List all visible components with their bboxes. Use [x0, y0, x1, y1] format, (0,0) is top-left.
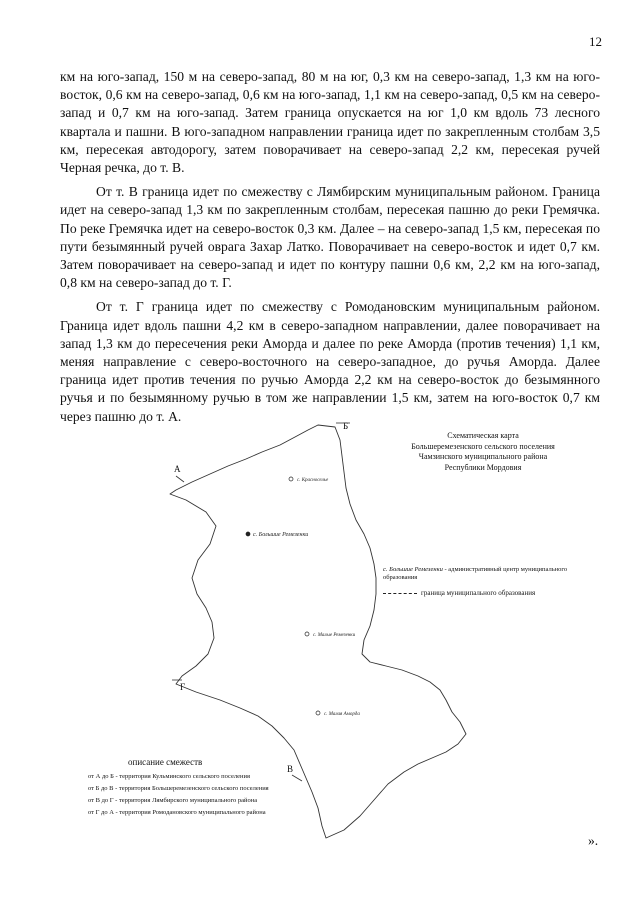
adjacency-row: от Г до А - территория Ромодановского муниципального района: [88, 809, 266, 816]
paragraph-3: От т. Г граница идет по смежеству с Ромодановским муниципальным районом. Граница идет вдоль пашни 4,2 км в северо-западном направлении, далее поворачивает на запад 1,3 км до пересечения реки Аморда и далее по реке Аморда (против течения) 1,1 км, меняя направление с северо-восточного на северо-западное, до ручья Аморда. Далее граница идет против течения по ручью Аморда 2,2 км на северо-восток до безымянного ручья и по безымянному ручью в том же направлении 1,5 км, затем на юго-восток 0,7 км через пашню до т. А.: [60, 299, 600, 424]
adjacency-row: от В до Г - территория Лямбирского муниципального района: [88, 797, 258, 804]
settlement-krasnoselye-label: с. Красноселье: [297, 478, 329, 483]
adjacency-row: от Б до В - территория Большеремезенского сельского поселения: [88, 785, 269, 792]
legend-boundary-text: граница муниципального образования: [421, 589, 536, 597]
settlement-malye-remezenki-label: с. Малые Ремезенки: [313, 633, 356, 638]
closing-quote-mark: ».: [588, 833, 599, 848]
paragraph-2: От т. В граница идет по смежеству с Лямбирским муниципальным районом. Граница идет на северо-запад 1,3 км по закрепленным столбам, пересекая пашню до реки Гремячка. По реке Гремячка идет на северо-восток 0,3 км. Далее – на северо-запад 1,5 км, пересекая по пути безымянный ручей оврага Захар Латко. Поворачивает на северо-восток и идет 0,7 км. Затем поворачивает на северо-запад и идет по контуру пашни 0,6 км, 2,2 км на юго-запад, 0,8 км на северо-запад до т. Г.: [60, 184, 600, 291]
legend-admin-center: [383, 566, 593, 582]
paragraph-1: км на юго-запад, 150 м на северо-запад, 80 м на юг, 0,3 км на северо-запад, 1,3 км на юго-восток, 0,6 км на северо-запад, 0,6 км на юго-запад, 1,1 км на северо-запад, 0,5 км на северо-запад и 0,7 км на юго-запад. Затем граница опускается на юг 1,0 км вдоль 73 лесного квартала и пашни. В юго-западном направлении граница идет по закрепленным столбам 3,5 км, пересекая автодорогу, затем поворачивает на северо-запад 2,2 км, пересекая ручей Черная речка, до т. В.: [60, 69, 600, 176]
adjacency-title: описание смежеств: [128, 757, 203, 767]
legend-boundary: [383, 589, 603, 597]
legend-center-text: - административный центр муниципального образования: [383, 566, 568, 581]
legend-center-name: с. Большие Ремезенки: [383, 566, 443, 573]
settlement-krasnoselye-marker: [289, 477, 293, 481]
adjacency-legend: [88, 757, 348, 819]
map-title-line-1: Схематическая карта: [447, 431, 519, 440]
document-body: [60, 68, 600, 432]
boundary-line-symbol: [383, 593, 417, 594]
page-number: 12: [589, 34, 602, 49]
map-title-line-3: Чамзинского муниципального района: [418, 452, 548, 461]
settlement-bolshie-remezenki-marker: [246, 532, 250, 536]
point-a-tick: [176, 476, 184, 482]
settlement-malaya-amorda-marker: [316, 711, 320, 715]
point-label-g: Г: [180, 682, 186, 692]
settlement-malaya-amorda-label: с. Малая Аморда: [324, 712, 360, 717]
map-title-line-4: Республики Мордовия: [444, 462, 522, 472]
point-label-a: А: [174, 464, 181, 474]
point-label-v: В: [287, 764, 294, 774]
map-title: [378, 431, 588, 473]
settlement-malye-remezenki-marker: [305, 632, 309, 636]
point-label-b: Б: [343, 421, 349, 431]
settlement-bolshie-remezenki-label: с. Большие Ремезенки: [253, 532, 309, 538]
adjacency-row: от А до Б - территория Кульминского сельского поселения: [88, 773, 250, 780]
map-title-line-2: Большеремезенского сельского поселения: [411, 441, 555, 451]
